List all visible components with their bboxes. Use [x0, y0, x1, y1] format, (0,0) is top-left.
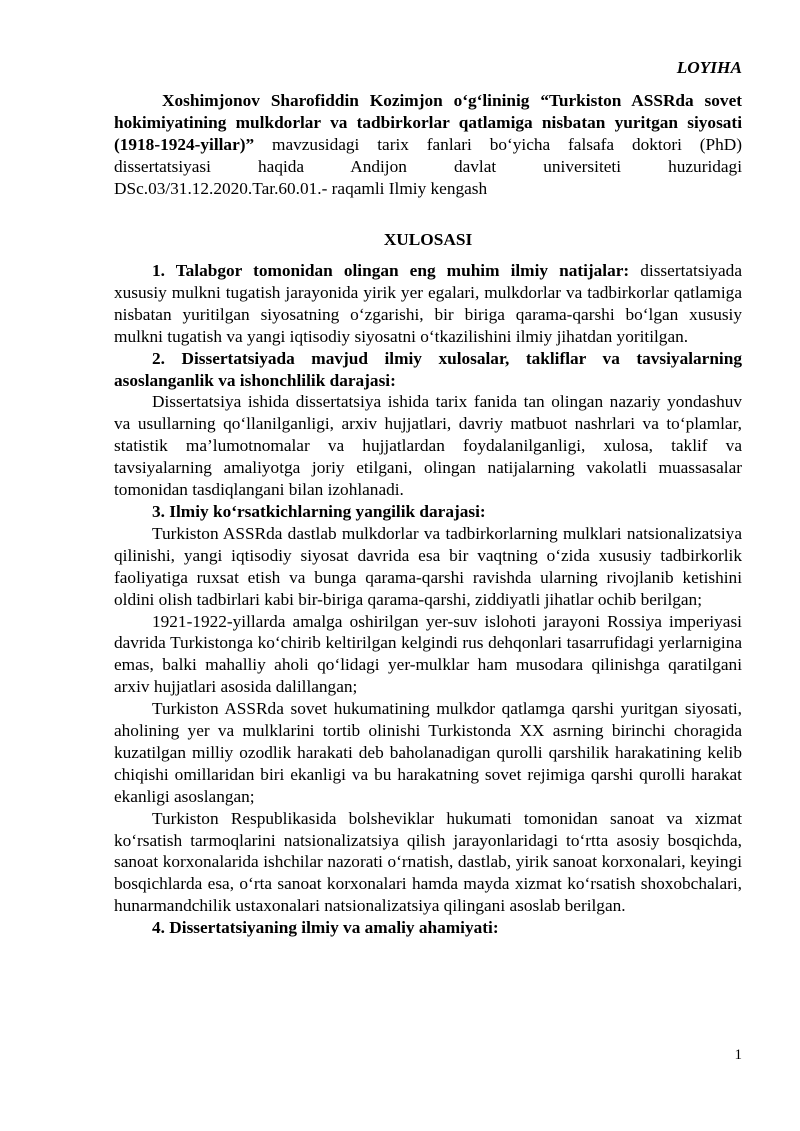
draft-stamp: LOYIHA: [676, 58, 742, 77]
section-1-heading: 1. Talabgor tomonidan olingan eng muhim ilmiy natijalar:: [152, 261, 630, 280]
section-3-paragraph-4: Turkiston Respublikasida bolsheviklar hukumati tomonidan sanoat va xizmat ko‘rsatish tarmoqlarini natsionalizatsiya qilish jarayonlaridagi to‘rtta asosiy bosqichda, sanoat korxonalarida ishchilar nazorati o‘rnatish, dastlab, yirik sanoat korxonalari, keyingi bosqichlarda esa, o‘rta sanoat korxonalari hamda mayda xizmat ko‘rsatish shoxobchalari, hunarmandchilik ustaxonalari natsionalizatsiya qilingani asoslab berilgan.: [114, 808, 742, 916]
section-3-heading: 3. Ilmiy ko‘rsatkichlarning yangilik darajasi:: [152, 501, 486, 521]
section-title: XULOSASI: [383, 230, 473, 249]
section-4-heading: 4. Dissertatsiyaning ilmiy va amaliy ahamiyati:: [152, 918, 499, 938]
section-3-paragraph-1: Turkiston ASSRda dastlab mulkdorlar va tadbirkorlarning mulklari natsionalizatsiya qilinishi, yangi iqtisodiy siyosat davrida esa bir vaqtning o‘zida xususiy tadbirkorlik faoliyatiga ruxsat etish va bunga qarama-qarshi ravishda ularning rivojlanib ketishini oldini olish tadbirlari kabi bir-biriga qarama-qarshi, ziddiyatli jihatlar ochib berilgan;: [114, 523, 742, 609]
section-2-heading: 2. Dissertatsiyada mavjud ilmiy xulosalar, takliflar va tavsiyalarning asoslanganlik va ishonchlilik darajasi:: [114, 348, 742, 390]
section-1-text: dissertatsiyada xususiy mulkni tugatish jarayonida yirik yer egalari, mulkdorlar va tadbirkorlar qatlamiga nisbatan yuritilgan siyosatning o‘zgarishi, bir biriga qarama-qarshi bo‘lgan xususiy mulkni tugatish va yangi iqtisodiy siyosatni o‘tkazilishini ilmiy jihatdan yoritilgan.: [114, 261, 742, 346]
section-3-paragraph-2: 1921-1922-yillarda amalga oshirilgan yer-suv islohoti jarayoni Rossiya imperiyasi davrida Turkistonga ko‘chirib keltirilgan kelgindi rus dehqonlari tasarrufidagi yerlarnigina emas, balki mahalliy aholi qo‘lidagi yer-mulklar ham musodara qilinishga qaratilgani arxiv hujjatlari asosida dalillangan;: [114, 611, 742, 697]
section-3-paragraph-3: Turkiston ASSRda sovet hukumatining mulkdor qatlamga qarshi yuritgan siyosati, aholining yer va mulklarini tortib olinishi Turkistonda XX asrning birinchi choragida kuzatilgan milliy ozodlik harakati deb baholanadigan qurolli qarshilik harakatining kelib chiqishi omillaridan biri ekanligi va bu harakatning sovet rejimiga qarshi qurolli harakat ekanligi asoslangan;: [114, 699, 742, 806]
conclusion-body: [114, 260, 742, 939]
intro-paragraph: [114, 90, 742, 200]
intro-bold-title: Xoshimjonov Sharofiddin Kozimjon o‘g‘lininig “Turkiston ASSRda sovet hokimiyatining mulkdorlar va tadbirkorlar qatlamiga nisbatan yuritgan siyosati (1918-1924-yillar)”: [114, 91, 742, 154]
intro-regular-text: mavzusidagi tarix fanlari bo‘yicha falsafa doktori (PhD) dissertatsiyasi haqida Andijon davlat universiteti huzuridagi DSc.03/31.12.2020.Tar.60.01.- raqamli Ilmiy kengash: [114, 134, 742, 198]
page-number: 1: [734, 1047, 742, 1063]
section-2-text: Dissertatsiya ishida dissertatsiya ishida tarix fanida tan olingan nazariy yondashuv va usullarning qo‘llanilganligi, arxiv hujjatlari, davriy matbuot nashrlari va to‘plamlar, statistik ma’lumotnomalar va hujjatlardan foydalanilganligi, xulosa, taklif va tavsiyalarning amaliyotga joriy etilgani, olingan natijalarning vakolatli muassasalar tomonidan tasdiqlangani bilan izohlanadi.: [114, 392, 742, 500]
section-1-paragraph: [114, 260, 742, 348]
